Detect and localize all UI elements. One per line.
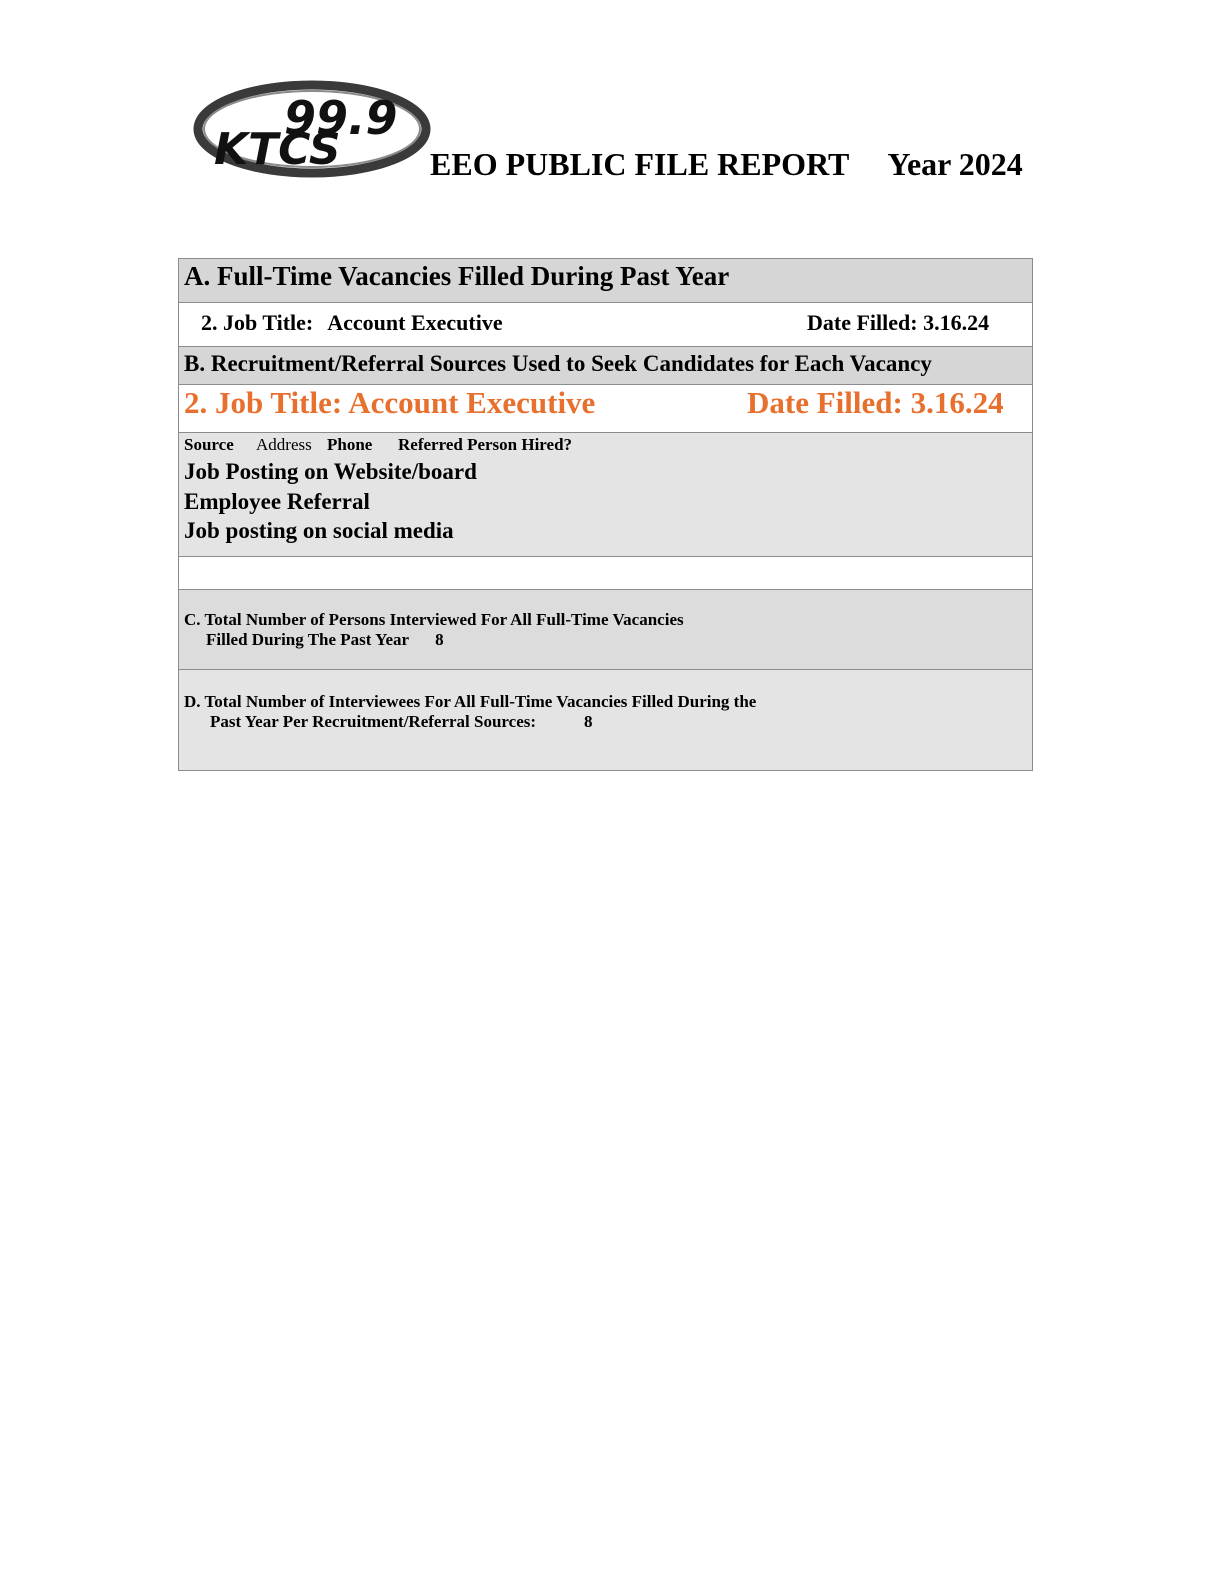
section-d-line2: [210, 712, 593, 732]
column-address: Address: [256, 435, 312, 454]
section-c-value: 8: [435, 630, 444, 649]
section-a-job-row: [179, 303, 1032, 347]
source-item: Job Posting on Website/board: [184, 459, 477, 484]
column-phone: Phone: [327, 435, 373, 454]
section-b-heading-row: [179, 347, 1032, 385]
section-a-heading-row: [179, 259, 1032, 303]
report-year: Year 2024: [887, 146, 1023, 182]
logo-frequency: 99.9: [284, 91, 398, 145]
section-b-job-title: 2. Job Title: Account Executive: [184, 385, 596, 420]
sources-column-headers: [184, 435, 572, 455]
sources-list: [184, 457, 477, 546]
section-a-date-filled: Date Filled: 3.16.24: [807, 310, 990, 335]
eeo-report-table: [178, 258, 1033, 771]
section-c-line1: C. Total Number of Persons Interviewed For All Full-Time Vacancies: [184, 610, 684, 629]
section-c-label: Filled During The Past Year: [206, 630, 410, 649]
job-title-label: 2. Job Title:: [201, 310, 314, 335]
job-title-value: Account Executive: [327, 310, 503, 335]
report-title: EEO PUBLIC FILE REPORT: [430, 146, 850, 182]
source-item: Employee Referral: [184, 488, 370, 514]
report-title-line: [430, 146, 1023, 183]
section-d-row: [179, 670, 1032, 770]
section-d-label: Past Year Per Recruitment/Referral Sources:: [210, 712, 537, 731]
section-a-job: [201, 310, 503, 336]
logo-call-letters: KTCS: [214, 124, 341, 175]
blank-row: [179, 557, 1032, 590]
station-logo: [192, 78, 432, 180]
section-d-value: 8: [584, 712, 593, 731]
section-b-job-row: [179, 385, 1032, 433]
section-d-line1: D. Total Number of Interviewees For All Full-Time Vacancies Filled During the: [184, 692, 757, 711]
section-b-heading: B. Recruitment/Referral Sources Used to Seek Candidates for Each Vacancy: [184, 351, 932, 376]
ktcs-logo-graphic: [192, 78, 432, 180]
column-referred-hired: Referred Person Hired?: [398, 435, 573, 454]
section-a-heading: A. Full-Time Vacancies Filled During Past Year: [184, 261, 730, 291]
section-c-line2: [206, 630, 444, 650]
section-b-date-filled: Date Filled: 3.16.24: [747, 385, 1004, 420]
section-c-row: [179, 590, 1032, 670]
column-source: Source: [184, 435, 234, 454]
source-item: Job posting on social media: [184, 518, 454, 543]
sources-row: [179, 433, 1032, 557]
